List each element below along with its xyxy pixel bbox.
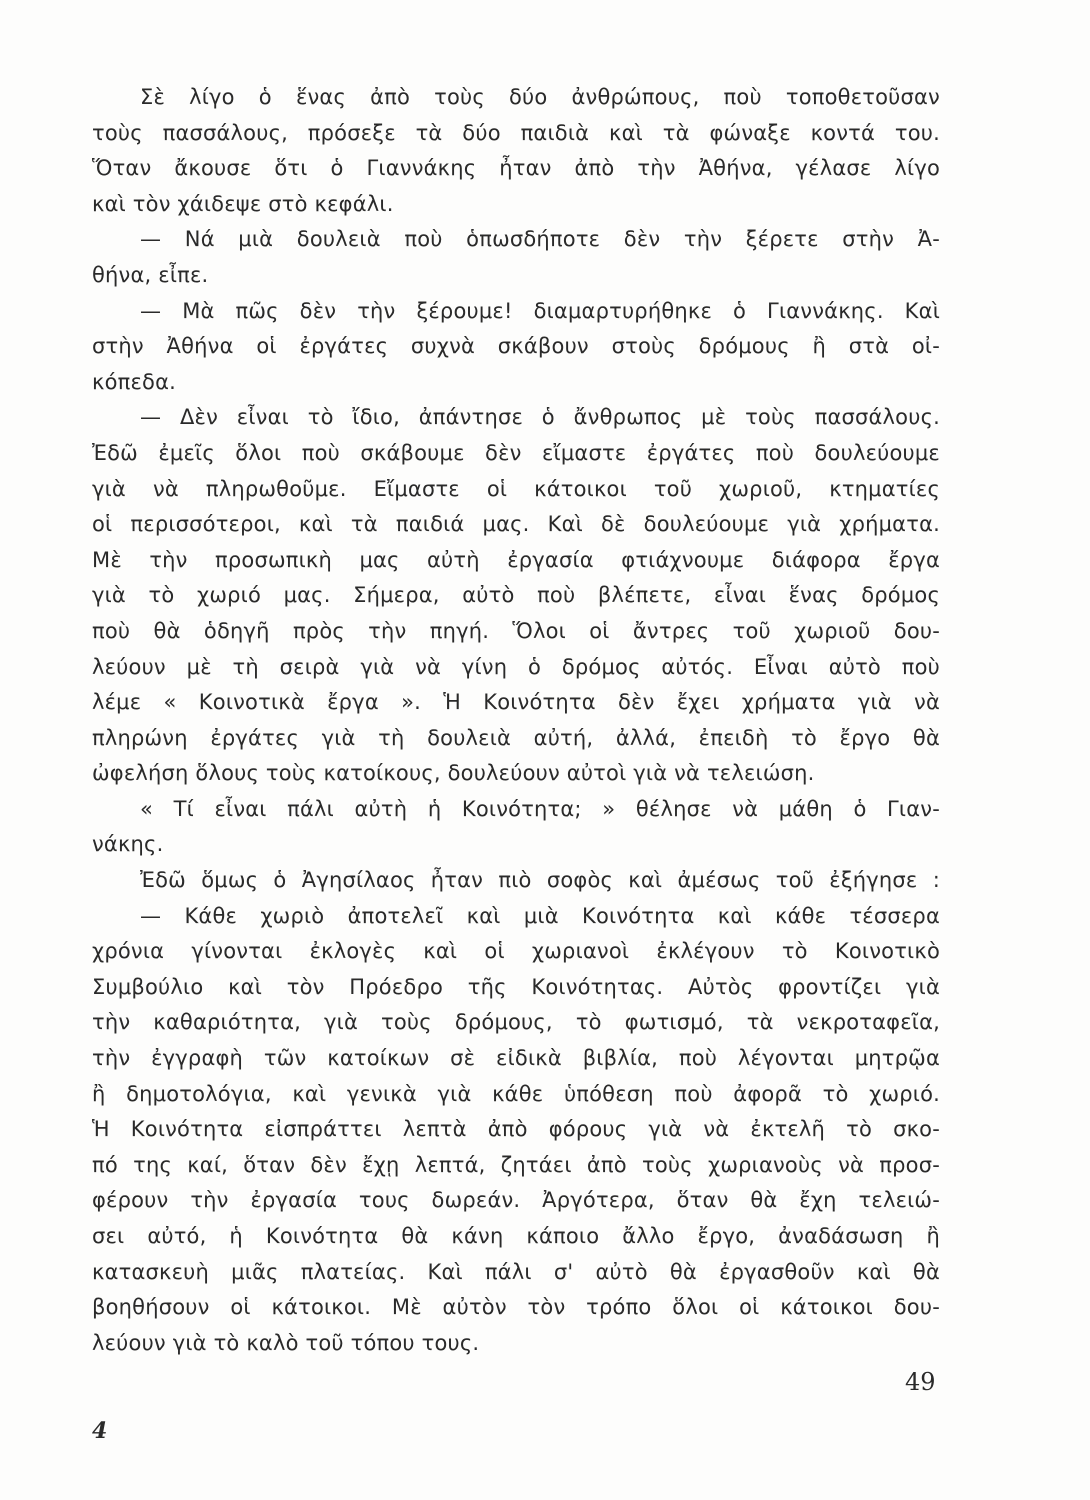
text-line: λεύουν μὲ τὴ σειρὰ γιὰ νὰ γίνη ὁ δρόμος αὐτός. Εἶναι αὐτὸ ποὺ [92,654,940,679]
text-line: καὶ τὸν χάιδεψε στὸ κεφάλι. [92,191,394,216]
text-line: πληρώνη ἐργάτες γιὰ τὴ δουλειὰ αὐτή, ἀλλά, ἐπειδὴ τὸ ἔργο θὰ [92,725,940,750]
text-line: ποὺ θὰ ὁδηγῆ πρὸς τὴν πηγή. Ὅλοι οἱ ἄντρες τοῦ χωριοῦ δου- [92,618,940,643]
text-line: Ἡ Κοινότητα εἰσπράττει λεπτὰ ἀπὸ φόρους γιὰ νὰ ἐκτελῆ τὸ σκο- [92,1117,940,1142]
text-line: θήνα, εἶπε. [92,262,209,287]
text-line: οἱ περισσότεροι, καὶ τὰ παιδιά μας. Καὶ δὲ δουλεύουμε γιὰ χρήματα. [92,512,940,537]
text-line: ὠφελήση ὅλους τοὺς κατοίκους, δουλεύουν αὐτοὶ γιὰ νὰ τελειώση. [92,761,815,786]
text-line: Συμβούλιο καὶ τὸν Πρόεδρο τῆς Κοινότητας. Αὐτὸς φροντίζει γιὰ [92,974,940,999]
page-number: 49 [905,1368,936,1396]
text-line: βοηθήσουν οἱ κάτοικοι. Μὲ αὐτὸν τὸν τρόπο ὅλοι οἱ κάτοικοι δου- [92,1295,940,1320]
text-line: λεύουν γιὰ τὸ καλὸ τοῦ τόπου τους. [92,1330,480,1355]
text-line: στὴν Ἀθήνα οἱ ἐργάτες συχνὰ σκάβουν στοὺς δρόμους ἢ στὰ οἰ- [92,334,940,359]
text-line: γιὰ νὰ πληρωθοῦμε. Εἴμαστε οἱ κάτοικοι τοῦ χωριοῦ, κτηματίες [92,476,940,501]
text-line: — Κάθε χωριὸ ἀποτελεῖ καὶ μιὰ Κοινότητα καὶ κάθε τέσσερα [140,903,940,928]
text-line: γιὰ τὸ χωριό μας. Σήμερα, αὐτὸ ποὺ βλέπετε, εἶναι ἕνας δρόμος [92,583,940,608]
text-line: χρόνια γίνονται ἐκλογὲς καὶ οἱ χωριανοὶ ἐκλέγουν τὸ Κοινοτικὸ [92,939,940,964]
text-line: νάκης. [92,832,164,857]
text-line: τὴν καθαριότητα, γιὰ τοὺς δρόμους, τὸ φωτισμό, τὰ νεκροταφεῖα, [92,1010,940,1035]
text-line: φέρουν τὴν ἐργασία τους δωρεάν. Ἀργότερα, ὅταν θὰ ἔχη τελειώ- [92,1188,940,1213]
text-line: ἢ δημοτολόγια, καὶ γενικὰ γιὰ κάθε ὑπόθεση ποὺ ἀφορᾶ τὸ χωριό. [92,1081,940,1106]
text-line: Ὅταν ἄκουσε ὅτι ὁ Γιαννάκης ἦταν ἀπὸ τὴν Ἀθήνα, γέλασε λίγο [92,156,940,181]
text-line: Σὲ λίγο ὁ ἕνας ἀπὸ τοὺς δύο ἀνθρώπους, ποὺ τοποθετοῦσαν [140,85,940,109]
text-line: « Τί εἶναι πάλι αὐτὴ ἡ Κοινότητα; » θέλησε νὰ μάθη ὁ Γιαν- [140,796,940,821]
text-line: Ἐδῶ ὅμως ὁ Ἀγησίλαος ἦταν πιὸ σοφὸς καὶ ἀμέσως τοῦ ἐξήγησε : [140,868,940,893]
text-line: πό της καί, ὅταν δὲν ἔχῃ λεπτά, ζητάει ἀπὸ τοὺς χωριανοὺς νὰ προσ- [92,1152,940,1177]
text-line: Ἐδῶ ἐμεῖς ὅλοι ποὺ σκάβουμε δὲν εἴμαστε ἐργάτες ποὺ δουλεύουμε [92,440,940,465]
text-line: τὴν ἐγγραφὴ τῶν κατοίκων σὲ εἰδικὰ βιβλία, ποὺ λέγονται μητρῷα [92,1046,940,1071]
body-text [92,80,940,1361]
text-line: λέμε « Κοινοτικὰ ἔργα ». Ἡ Κοινότητα δὲν ἔχει χρήματα γιὰ νὰ [92,690,940,715]
signature-mark: 4 [92,1418,108,1444]
text-line: — Νά μιὰ δουλειὰ ποὺ ὁπωσδήποτε δὲν τὴν ξέρετε στὴν Ἀ- [140,227,940,252]
text-line: κόπεδα. [92,369,176,394]
text-line: σει αὐτό, ἡ Κοινότητα θὰ κάνη κάποιο ἄλλο ἔργο, ἀναδάσωση ἢ [92,1224,940,1248]
text-line: Μὲ τὴν προσωπικὴ μας αὐτὴ ἐργασία φτιάχνουμε διάφορα ἔργα [92,547,940,572]
text-line: κατασκευὴ μιᾶς πλατείας. Καὶ πάλι σ' αὐτὸ θὰ ἐργασθοῦν καὶ θὰ [92,1259,940,1284]
text-line: — Δὲν εἶναι τὸ ἴδιο, ἀπάντησε ὁ ἄνθρωπος μὲ τοὺς πασσάλους. [140,405,940,430]
text-line: — Μὰ πῶς δὲν τὴν ξέρουμε! διαμαρτυρήθηκε ὁ Γιαννάκης. Καὶ [140,298,940,323]
text-line: τοὺς πασσάλους, πρόσεξε τὰ δύο παιδιὰ καὶ τὰ φώναξε κοντά του. [92,120,940,145]
